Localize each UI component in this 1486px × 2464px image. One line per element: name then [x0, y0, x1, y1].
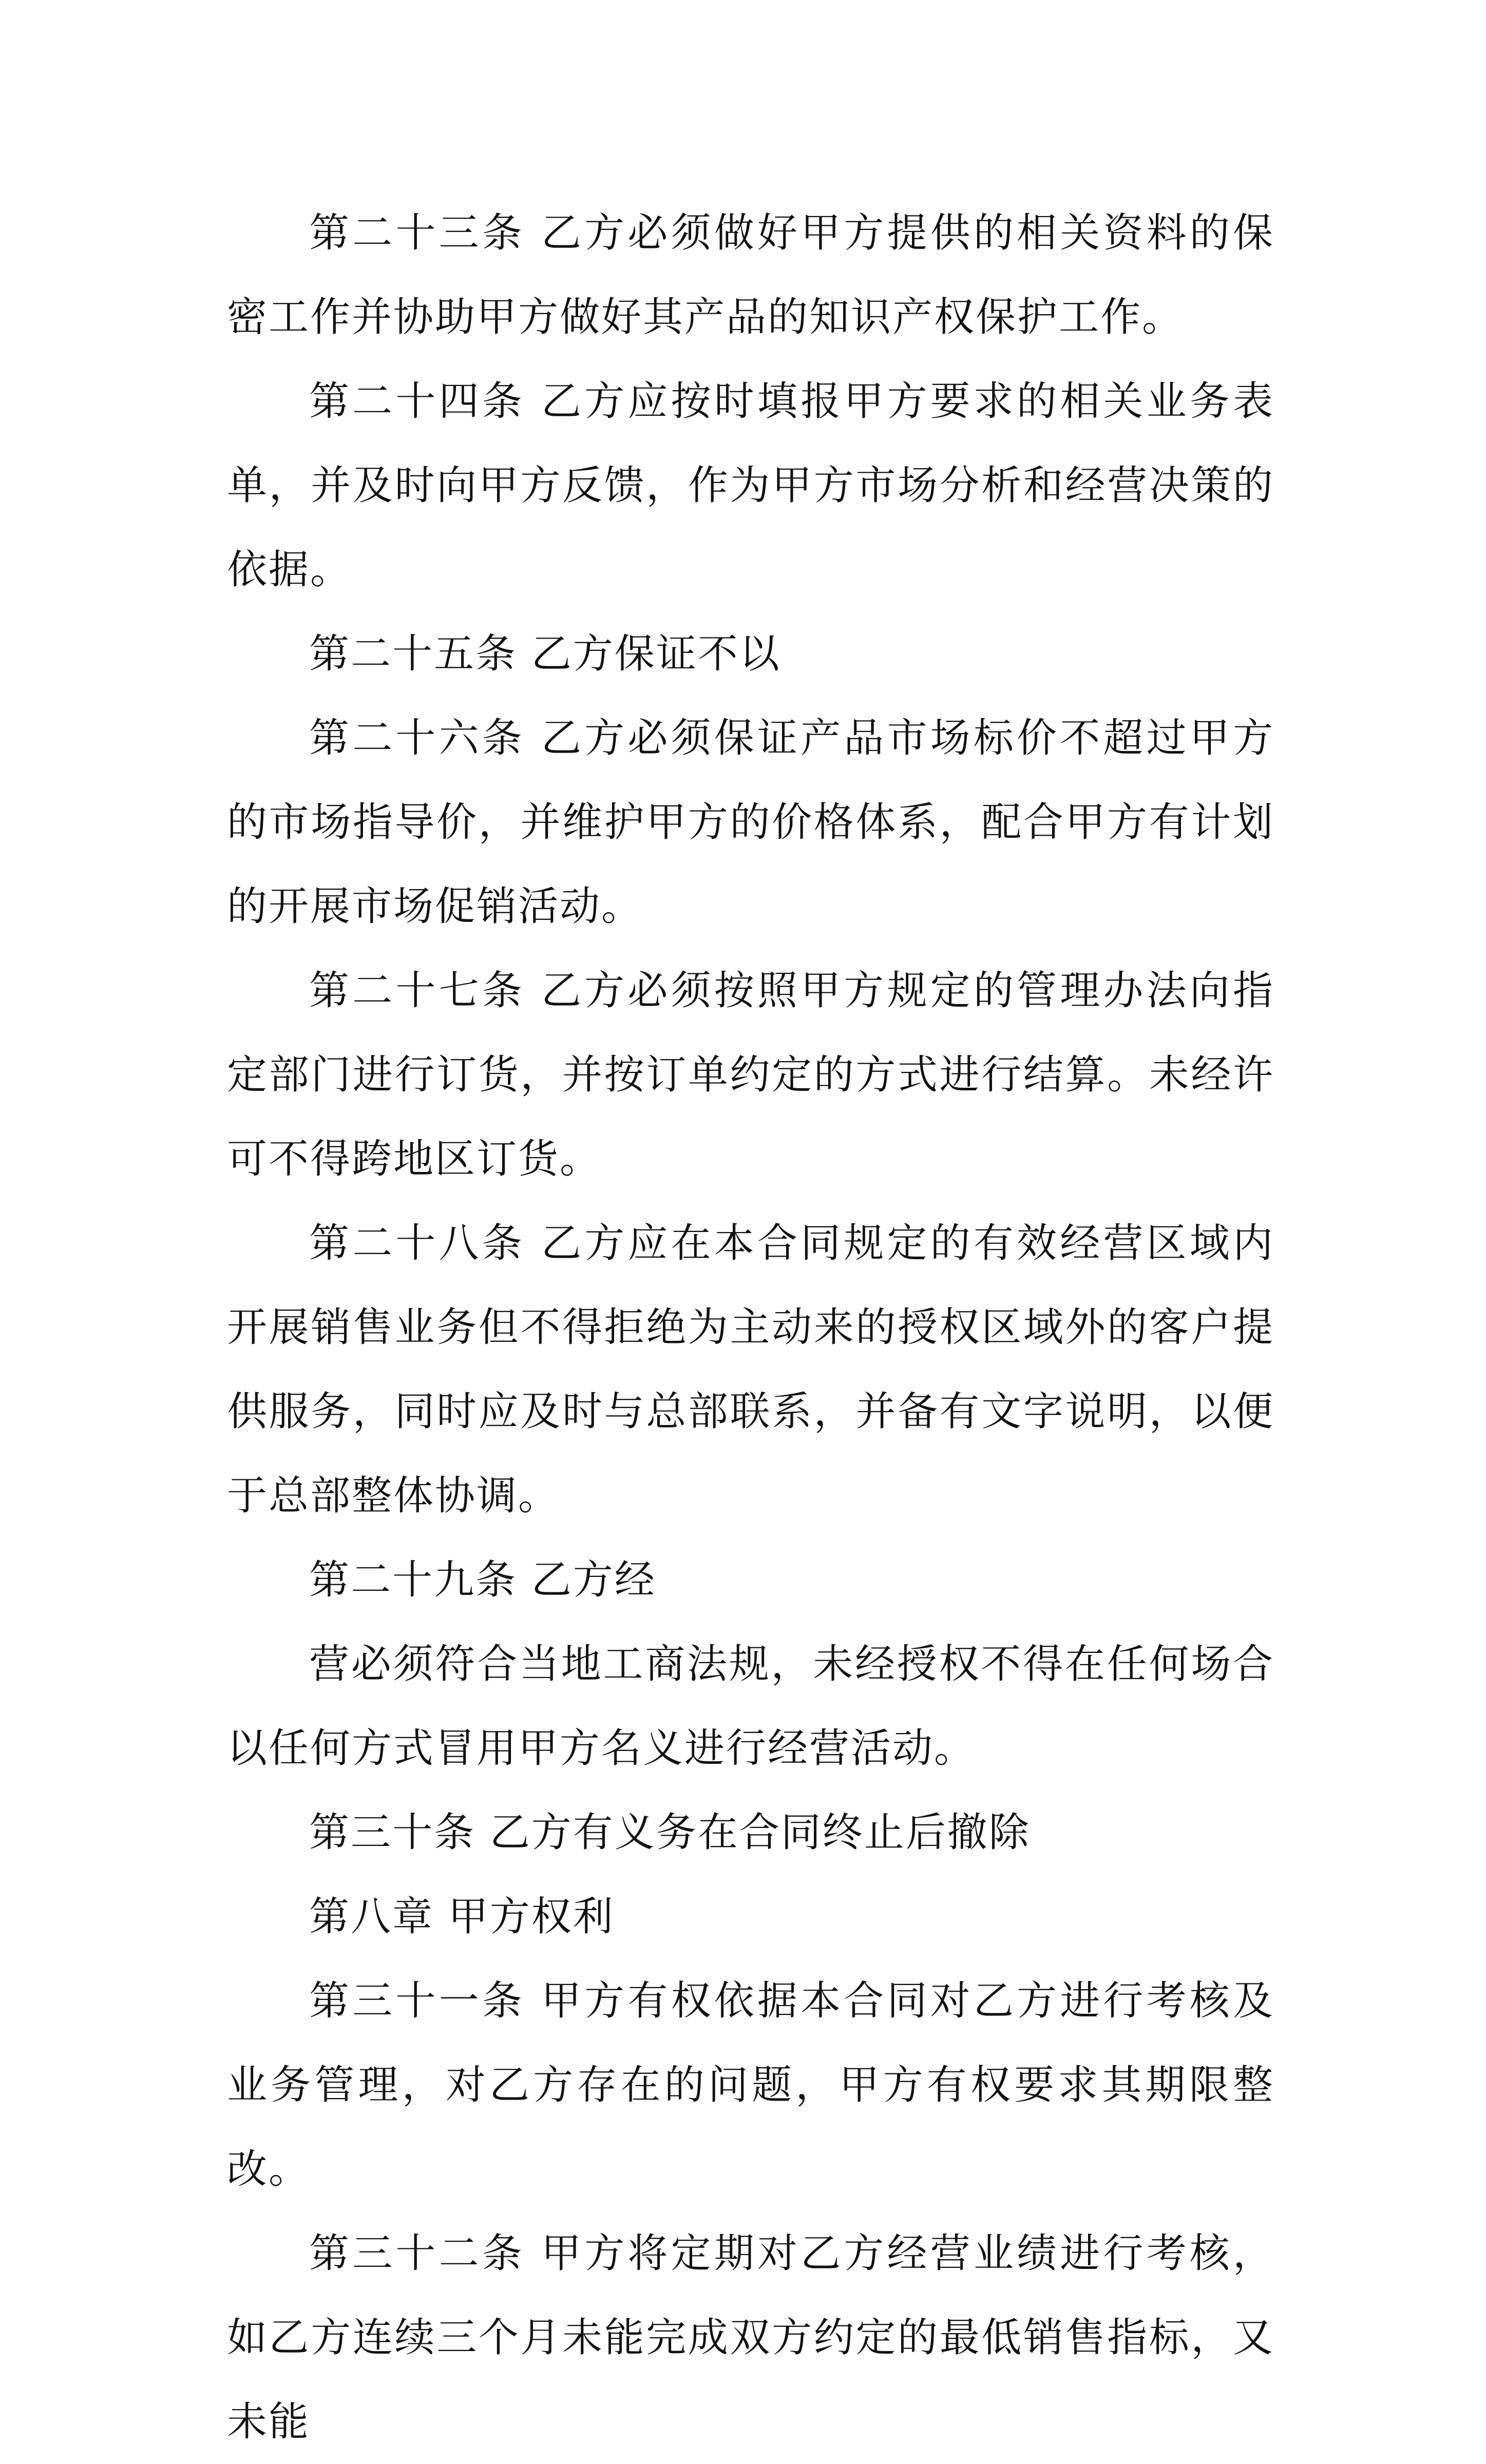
article-26-paragraph: 第二十六条 乙方必须保证产品市场标价不超过甲方的市场指导价，并维护甲方的价格体系，配合甲方有计划的开展市场促销活动。 — [227, 715, 1274, 930]
article-29-paragraph: 第二十九条 乙方经 — [309, 1557, 656, 1603]
article-28-paragraph: 第二十八条 乙方应在本合同规定的有效经营区域内开展销售业务但不得拒绝为主动来的授权区域外的客户提供服务，同时应及时与总部联系，并备有文字说明，以便于总部整体协调。 — [227, 1220, 1274, 1519]
article-23-paragraph: 第二十三条 乙方必须做好甲方提供的相关资料的保密工作并协助甲方做好其产品的知识产权保护工作。 — [227, 210, 1274, 340]
chapter-8-heading: 第八章 甲方权利 — [309, 1894, 615, 1940]
article-27-paragraph: 第二十七条 乙方必须按照甲方规定的管理办法向指定部门进行订货，并按订单约定的方式进行结算。未经许可不得跨地区订货。 — [227, 968, 1274, 1182]
article-25-paragraph: 第二十五条 乙方保证不以 — [309, 631, 781, 677]
article-24-paragraph: 第二十四条 乙方应按时填报甲方要求的相关业务表单，并及时向甲方反馈，作为甲方市场分析和经营决策的依据。 — [227, 378, 1274, 593]
article-29-continuation-paragraph: 营必须符合当地工商法规，未经授权不得在任何场合以任何方式冒用甲方名义进行经营活动。 — [227, 1641, 1274, 1772]
document-body — [227, 191, 1274, 2464]
article-30-paragraph: 第三十条 乙方有义务在合同终止后撤除 — [309, 1810, 1031, 1856]
article-32-paragraph: 第三十二条 甲方将定期对乙方经营业绩进行考核，如乙方连续三个月未能完成双方约定的最低销售指标，又未能 — [227, 2230, 1274, 2445]
article-31-paragraph: 第三十一条 甲方有权依据本合同对乙方进行考核及业务管理，对乙方存在的问题，甲方有权要求其期限整改。 — [227, 1978, 1274, 2192]
